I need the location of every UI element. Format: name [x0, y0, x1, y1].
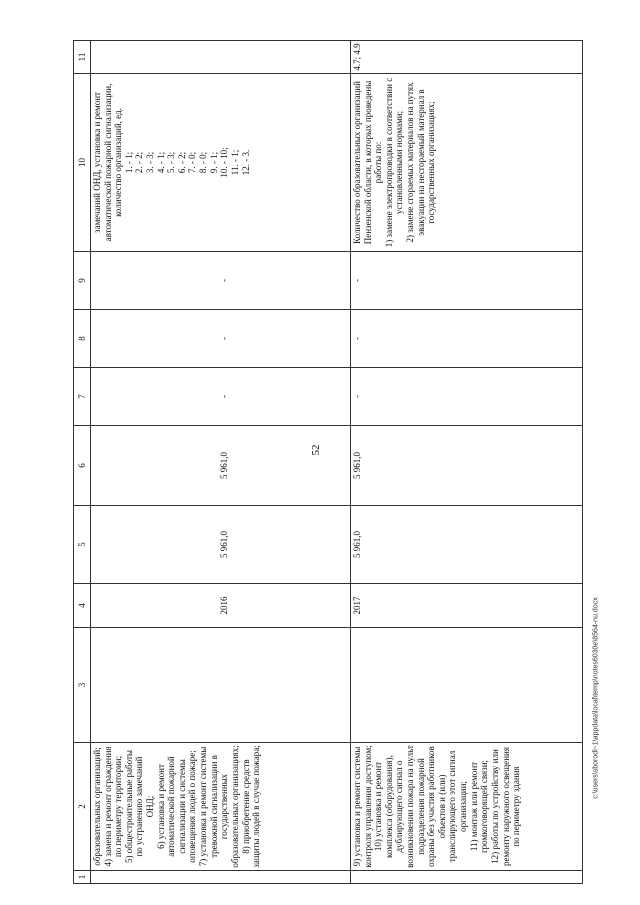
cell-funding-regional: 5 961,0	[91, 426, 351, 506]
cell-col-9: -	[91, 252, 351, 310]
activity-line: 12) работы по устройству или ремонту наружного освещения по периметру здания	[489, 747, 522, 867]
indicator-line: замечаний ОНД, установка и ремонт автоматической пожарной сигнализации, количество организаций, ед.	[92, 83, 124, 242]
header-col-7: 7	[74, 368, 91, 426]
cell-col-3	[351, 628, 583, 743]
file-path: c:\users\sborodi~1\appdata\local\temp\notes6030e\8564-nu.docx	[592, 597, 600, 799]
indicator-line: 2. - 2;	[134, 151, 145, 174]
activity-line: 9) установка и ремонт системы контроля управления доступом;	[352, 745, 373, 868]
header-col-10: 10	[74, 74, 91, 252]
header-col-1: 1	[74, 871, 91, 884]
indicator-line: 8. - 0;	[198, 151, 209, 174]
indicator-line: 1. - 1;	[123, 151, 134, 174]
activity-line: 11) монтаж или ремонт громкоговорящей связи;	[468, 759, 490, 854]
header-col-8: 8	[74, 310, 91, 368]
indicator-line: 5. - 3;	[166, 151, 177, 174]
activity-line: 5) общестроительные работы по устранению замечаний ОНД;	[123, 750, 156, 863]
cell-indicators	[91, 74, 351, 252]
cell-year: 2017	[351, 584, 583, 628]
table-row	[91, 41, 351, 884]
activity-line: 7) установка и ремонт системы тревожной сигнализации в государственных образовательных организациях;	[198, 745, 240, 868]
indicator-line: 12. - 3.	[240, 149, 251, 176]
cell-col-8: -	[351, 310, 583, 368]
indicator-line: 6. - 2;	[176, 151, 187, 174]
cell-col-3	[91, 628, 351, 743]
cell-funding-total: 5 961,0	[91, 506, 351, 584]
activity-line: 10) установка и ремонт комплекса (оборудования), дублирующего сигнал о возникновении пожара на пульт подразделения пожарной охраны без участия работников объектов и (или) транслирующего этот сигнал организации;	[373, 745, 469, 868]
header-col-5: 5	[74, 506, 91, 584]
header-col-3: 3	[74, 628, 91, 743]
cell-funding-total: 5 961,0	[351, 506, 583, 584]
cell-col-1	[91, 871, 351, 884]
cell-indicators	[351, 74, 583, 252]
header-col-9: 9	[74, 252, 91, 310]
indicator-line: 10. - 10;	[219, 147, 230, 178]
indicator-line: Количество образовательных организаций Пензенской области, в которых проведены работы по:	[352, 80, 384, 245]
cell-funding-regional: 5 961,0	[351, 426, 583, 506]
rotated-page	[73, 41, 583, 884]
activity-line: образовательных организаций;	[92, 747, 102, 866]
cell-col-11: 4.7; 4.9	[351, 41, 583, 74]
indicator-line: 3. - 3;	[145, 151, 156, 174]
cell-year: 2016	[91, 584, 351, 628]
cell-col-11	[91, 41, 351, 74]
indicator-line: 4. - 1;	[155, 151, 166, 174]
cell-col-8: -	[91, 310, 351, 368]
activity-line: 6) установка и ремонт автоматической пожарной сигнализации и системы оповещения людей о пожаре;	[155, 750, 198, 863]
cell-col-7: -	[351, 368, 583, 426]
indicator-line: 2) замене сгораемых материалов на путях эвакуации на несгораемый материал в государственных организациях;	[405, 82, 437, 243]
cell-col-9: -	[351, 252, 583, 310]
indicator-line: 11. - 1;	[229, 149, 240, 176]
header-col-4: 4	[74, 584, 91, 628]
activity-line: 4) замена и ремонт ограждения по периметру территории;	[102, 746, 124, 867]
table-row	[351, 41, 583, 884]
header-col-2: 2	[74, 743, 91, 871]
indicator-line: 1) замене электропроводки в соответствии с установленными нормами;	[383, 77, 405, 248]
cell-col-1	[351, 871, 583, 884]
program-table	[73, 40, 583, 884]
activity-line: 8) приобретение средств защиты людей в случае пожара;	[240, 745, 262, 868]
cell-col-7: -	[91, 368, 351, 426]
header-row	[74, 41, 91, 884]
cell-activities	[351, 743, 583, 871]
header-col-11: 11	[74, 41, 91, 74]
indicator-line: 9. - 1;	[208, 151, 219, 174]
page-number: 52	[310, 444, 322, 456]
header-col-6: 6	[74, 426, 91, 506]
cell-activities	[91, 743, 351, 871]
indicator-line: 7. - 0;	[187, 151, 198, 174]
